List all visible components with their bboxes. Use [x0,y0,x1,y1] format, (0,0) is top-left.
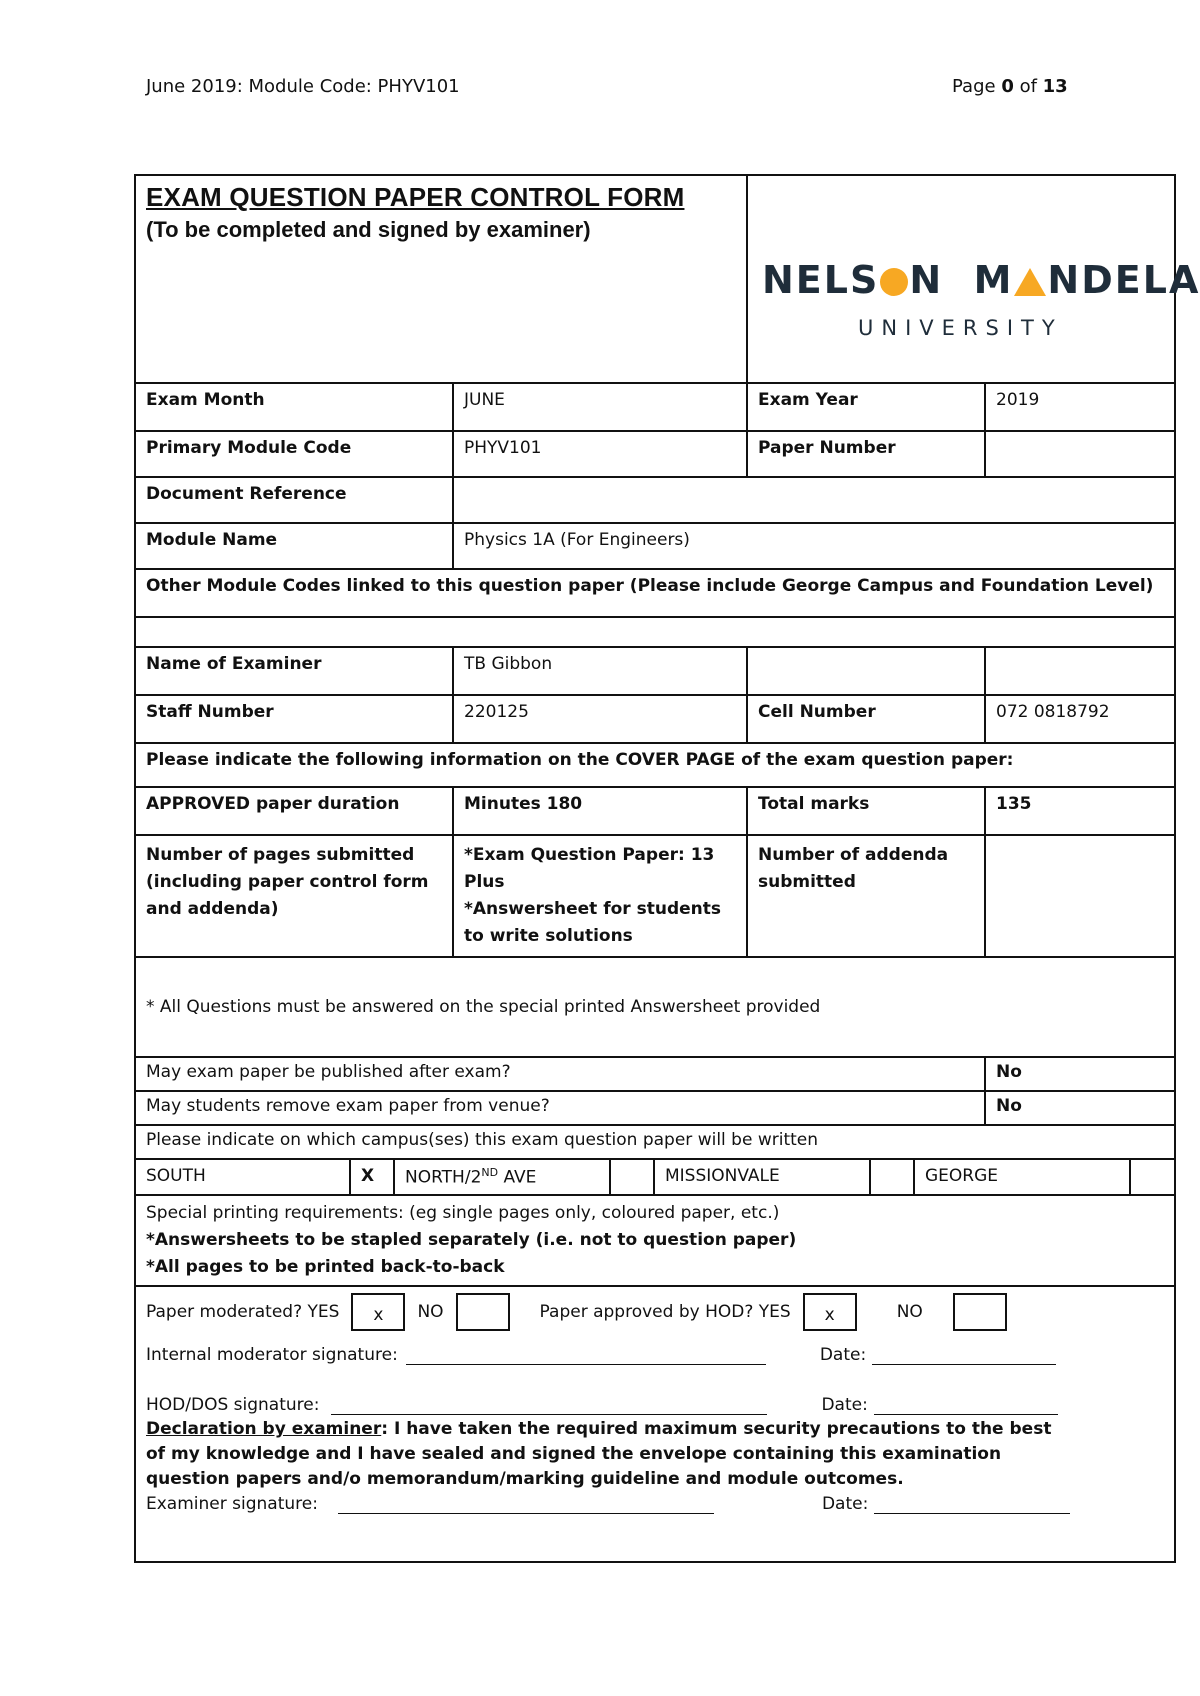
page-header-page-number: Page 0 of 13 [952,76,1068,97]
examiner-signature-label: Examiner signature: [146,1493,318,1514]
campus-george-mark [1130,1160,1176,1194]
doc-ref-value [453,477,1175,523]
logo-university: UNIVERSITY [858,316,1063,340]
hod-signature-line[interactable] [331,1414,767,1415]
doc-ref-label: Document Reference [135,477,453,523]
hod-approved-label: Paper approved by HOD? YES [539,1301,791,1322]
examiner-signature-line[interactable] [338,1513,714,1514]
module-name-label: Module Name [135,523,453,569]
moderated-label: Paper moderated? YES [146,1301,340,1322]
campus-missionvale: MISSIONVALE [654,1160,870,1194]
primary-code-value: PHYV101 [453,431,747,477]
form-subtitle: (To be completed and signed by examiner) [146,217,591,242]
exam-month-value: JUNE [453,383,747,431]
cell-number-value: 072 0818792 [985,695,1175,743]
triangle-icon [1013,267,1047,297]
primary-code-label: Primary Module Code [135,431,453,477]
exam-month-label: Exam Month [135,383,453,431]
internal-date-line[interactable] [872,1364,1056,1365]
examiner-date-line[interactable] [874,1513,1070,1514]
campus-south-mark: X [350,1160,394,1194]
campus-question: Please indicate on which campus(ses) this exam question paper will be written [135,1125,1175,1159]
form-title: EXAM QUESTION PAPER CONTROL FORM [146,182,685,212]
examiner-declaration: Declaration by examiner: I have taken the required maximum security precautions to the best of my knowledge and I have sealed and signed the envelope containing this examination question papers and/o memorandum/marking guideline and module outcomes. [146,1418,1052,1489]
exam-year-label: Exam Year [747,383,985,431]
exam-year-value: 2019 [985,383,1175,431]
all-questions-note: * All Questions must be answered on the special printed Answersheet provided [135,957,1175,1057]
pages-submitted-label: Number of pages submitted (including paper control form and addenda) [135,835,453,957]
total-marks-value: 135 [985,787,1175,835]
control-form-table [134,174,1200,1563]
examiner-label: Name of Examiner [135,647,453,695]
other-codes-value [135,617,1175,647]
internal-date-label: Date: [819,1344,867,1365]
remove-question: May students remove exam paper from venue? [135,1091,985,1125]
hod-date-line[interactable] [874,1414,1058,1415]
addenda-value [985,835,1175,957]
page-header-module: June 2019: Module Code: PHYV101 [146,76,460,97]
remove-answer: No [985,1091,1175,1125]
examiner-extra-1 [747,647,985,695]
hod-yes-checkbox[interactable]: x [803,1293,857,1331]
publish-question: May exam paper be published after exam? [135,1057,985,1091]
campus-north: NORTH/2ND AVE [394,1160,610,1194]
signoff-section [135,1286,1175,1562]
pages-submitted-value: *Exam Question Paper: 13 Plus *Answersheet for students to write solutions [453,835,747,957]
addenda-label: Number of addenda submitted [747,835,985,957]
moderated-yes-checkbox[interactable]: x [351,1293,405,1331]
staff-number-label: Staff Number [135,695,453,743]
paper-number-value [985,431,1175,477]
examiner-value: TB Gibbon [453,647,747,695]
cover-page-note: Please indicate the following information on the COVER PAGE of the exam question paper: [135,743,1175,787]
campus-missionvale-mark [870,1160,914,1194]
sun-icon [879,267,909,297]
staff-number-value: 220125 [453,695,747,743]
examiner-date-label: Date: [821,1493,869,1514]
university-logo [747,175,1200,383]
printing-requirements: Special printing requirements: (eg single pages only, coloured paper, etc.) *Answersheets to be stapled separately (i.e. not to question paper) *All pages to be printed back-to-back [135,1195,1175,1286]
hod-no-label: NO [896,1301,923,1322]
duration-label: APPROVED paper duration [135,787,453,835]
hod-signature-label: HOD/DOS signature: [146,1394,320,1415]
hod-no-checkbox[interactable] [953,1293,1007,1331]
publish-answer: No [985,1057,1175,1091]
cell-number-label: Cell Number [747,695,985,743]
internal-moderator-signature-label: Internal moderator signature: [146,1344,398,1365]
paper-number-label: Paper Number [747,431,985,477]
internal-moderator-signature-line[interactable] [406,1364,766,1365]
campus-row [135,1159,1175,1195]
module-name-value: Physics 1A (For Engineers) [453,523,1175,569]
moderated-no-label: NO [417,1301,444,1322]
form-title-cell [135,175,747,383]
campus-george: GEORGE [914,1160,1130,1194]
campus-south: SOUTH [136,1160,350,1194]
other-codes-label: Other Module Codes linked to this question paper (Please include George Campus and Foundation Level) [135,569,1175,617]
campus-north-mark [610,1160,654,1194]
total-marks-label: Total marks [747,787,985,835]
moderated-no-checkbox[interactable] [456,1293,510,1331]
hod-date-label: Date: [821,1394,868,1415]
logo-wordmark: NELS N M NDELA [762,258,1200,302]
duration-value: Minutes 180 [453,787,747,835]
examiner-extra-2 [985,647,1175,695]
